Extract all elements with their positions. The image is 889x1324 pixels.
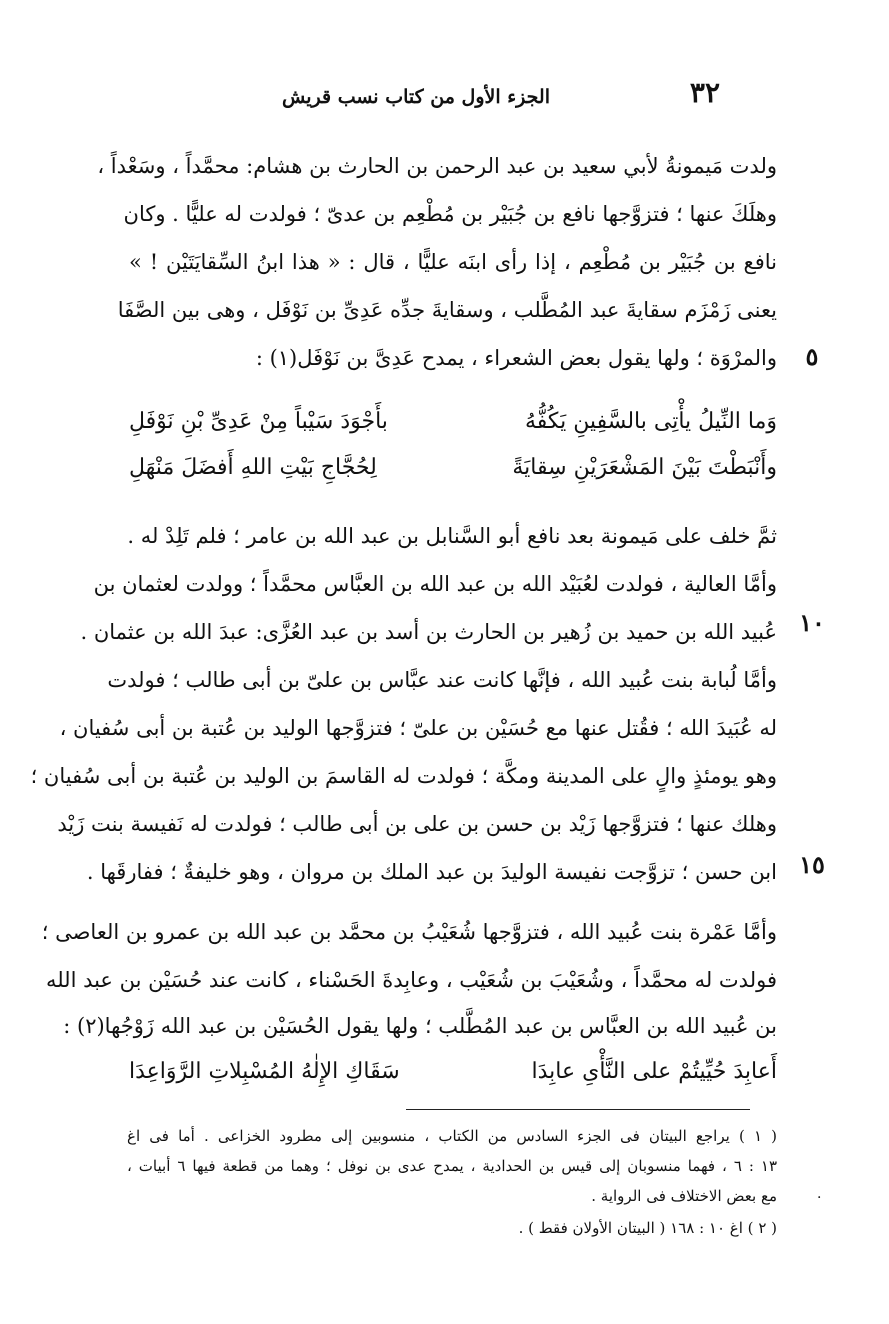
print-speck: ·	[817, 1190, 822, 1206]
body-line: بن عُبيد الله بن العبَّاس بن عبد المُطَّلب ؛ ولها يقول الحُسَيْن بن عبد الله زَوْجُها(٢) :	[63, 1014, 777, 1038]
footnote-line: ( ١ ) يراجع البيتان فى الجزء السادس من الكتاب ، منسوبين إلى مطرود الخزاعى . أما فى اغ	[127, 1127, 777, 1145]
body-line: ابن حسن ؛ تزوَّجت نفيسة الوليدَ بن عبد الملك بن مروان ، وهو خليفةٌ ؛ ففارقَها .	[86, 860, 777, 884]
body-line: ولدت مَيمونةُ لأبي سعيد بن عبد الرحمن بن الحارث بن هشام: محمَّداً ، وسَعْداً ،	[97, 154, 777, 178]
verse-line	[129, 1050, 777, 1094]
footnote-line: ١٣ : ٦ ، فهما منسوبان إلى قيس بن الحدادية ، يمدح عدى بن نوفل ؛ وهما من قطعة فيها ٦ أبيات ،	[127, 1157, 778, 1175]
line-number-15: ١٥	[799, 850, 825, 879]
body-line: يعنى زَمْزَم سقايةَ عبد المُطَّلب ، وسقايةَ جدِّه عَدِىِّ بن نَوْفَل ، وهى بين الصَّفَا	[117, 298, 777, 322]
footnote-line: مع بعض الاختلاف فى الرواية .	[591, 1187, 777, 1205]
body-line: ثمَّ خلف على مَيمونة بعد نافع أبو السَّنابل بن عبد الله بن عامر ؛ فلم تَلِدْ له .	[127, 524, 777, 548]
body-line: له عُبَيدَ الله ؛ فقُتل عنها مع حُسَيْن بن علىّ ؛ فتزوَّجها الوليد بن عُتبة بن أبى سُفيان ،	[59, 716, 777, 740]
body-line: وهلك عنها ؛ فتزوَّجها زَيْد بن حسن بن على بن أبى طالب ؛ فولدت له نَفيسة بنت زَيْد	[57, 812, 777, 836]
line-number-5: ٥	[805, 342, 819, 371]
running-title: الجزء الأول من كتاب نسب قريش	[282, 86, 550, 108]
page-header	[250, 76, 720, 116]
footnote-rule	[406, 1109, 750, 1110]
body-line: فولدت له محمَّداً ، وشُعَيْبَ بن شُعَيْب ، وعابِدةَ الحَسْناء ، كانت عند حُسَيْن بن عبد الله	[45, 968, 777, 992]
page-number: ٣٢	[689, 76, 720, 109]
body-line: وأمَّا العالية ، فولدت لعُبَيْد الله بن عبد الله بن العبَّاس محمَّداً ؛ وولدت لعثمان بن	[93, 572, 777, 596]
body-line: وأمَّا عَمْرة بنت عُبيد الله ، فتزوَّجها شُعَيْبُ بن محمَّد بن عبد الله بن عمرو بن العاصى ؛	[41, 920, 777, 944]
verse-hemistich-second: سَقَاكِ الإِلٰهُ المُسْبِلاتِ الرَّوَاعِدَا	[129, 1059, 400, 1084]
verse-hemistich-second: لِحُجَّاجِ بَيْتِ اللهِ أَفضَلَ مَنْهَلِ	[129, 455, 377, 480]
verse-line	[129, 446, 777, 490]
verse-line	[129, 400, 777, 444]
line-number-10: ١٠	[799, 608, 825, 637]
body-line: وهلَكَ عنها ؛ فتزوَّجها نافع بن جُبَيْر بن مُطْعِم بن عدىّ ؛ فولدت له عليًّا . وكان	[123, 202, 777, 226]
body-line: والمرْوَة ؛ ولها يقول بعض الشعراء ، يمدح عَدِىَّ بن نَوْفَل(١) :	[255, 346, 777, 370]
body-line: وهو يومئذٍ والٍ على المدينة ومكَّة ؛ فولدت له القاسمَ بن الوليد بن عُتبة بن أبى سُفيان ؛	[30, 764, 777, 788]
verse-hemistich-first: أَعابِدَ حُيِّيتُمْ على النَّأْىِ عابِدَا	[531, 1059, 777, 1084]
body-line: وأمَّا لُبابة بنت عُبيد الله ، فإنَّها كانت عند عبَّاس بن علىّ بن أبى طالب ؛ فولدت	[107, 668, 777, 692]
body-line: عُبيد الله بن حميد بن زُهير بن الحارث بن أسد بن عبد العُزَّى: عبدَ الله بن عثمان .	[80, 620, 777, 644]
verse-hemistich-second: بأَجْوَدَ سَيْباً مِنْ عَدِىِّ بْنِ نَوْفَلِ	[129, 409, 388, 434]
verse-hemistich-first: وأَنْبَطْتَ بَيْنَ المَشْعَرَيْنِ سِقايَةً	[512, 455, 777, 480]
footnote-line: ( ٢ ) اغ ١٠ : ١٦٨ ( البيتان الأولان فقط ) .	[518, 1219, 777, 1237]
body-line: نافع بن جُبَيْر بن مُطْعِم ، إذا رأى ابنَه عليًّا ، قال : « هذا ابنُ السِّقايَتَيْن ! »	[129, 250, 777, 274]
verse-hemistich-first: وَما النِّيلُ يأْتِى بالسَّفِينِ يَكُفُّهُ	[525, 409, 777, 434]
